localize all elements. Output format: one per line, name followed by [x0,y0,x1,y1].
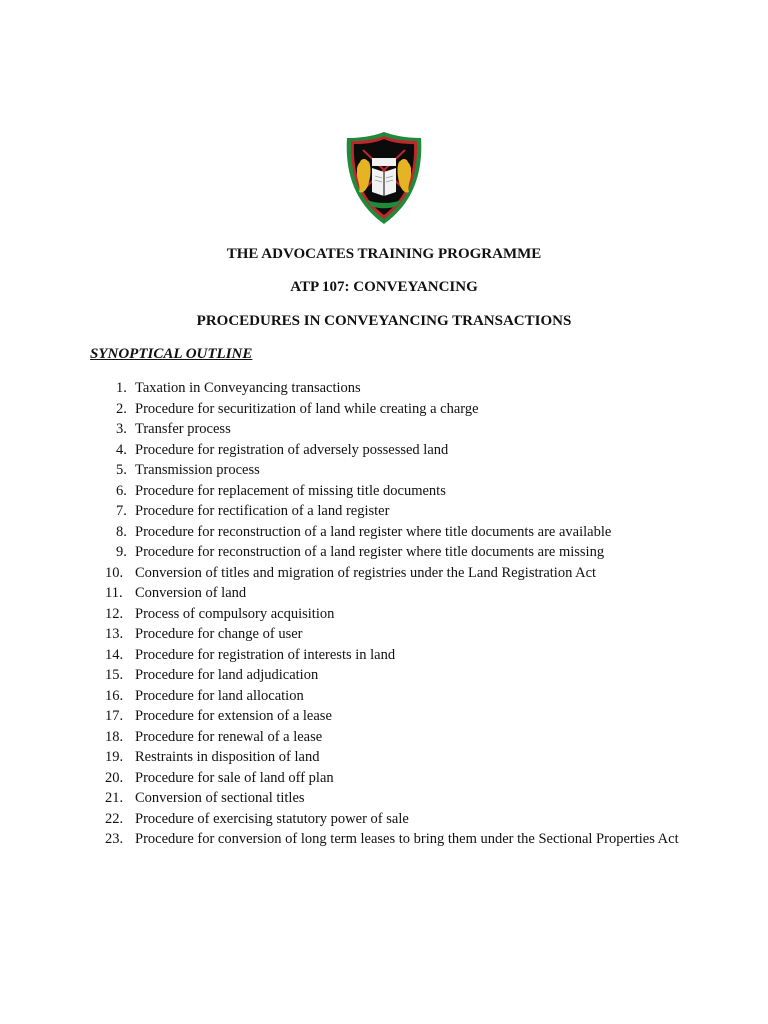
list-item-text: Procedure for rectification of a land register [135,503,390,519]
list-item [100,706,690,727]
list-item-number [100,604,135,625]
list-item-number [100,768,135,789]
programme-heading: THE ADVOCATES TRAINING PROGRAMME [226,246,542,262]
list-item-text: Procedure for land allocation [135,687,304,704]
list-item [100,378,690,399]
list-item-number-text: 1. [116,380,127,396]
list-item-number [100,583,135,604]
list-item-text: Procedure for sale of land off plan [135,769,334,786]
list-item [100,624,690,645]
list-item-number [100,829,135,850]
list-item [100,583,690,604]
list-item-text: Transfer process [135,421,231,437]
list-item-text: Procedure for replacement of missing title documents [135,482,446,499]
list-item-text: Procedure for extension of a lease [135,708,332,724]
list-item-number-text: 15. [105,667,124,683]
list-item-number [100,501,135,522]
list-item [100,665,690,686]
list-item [100,727,690,748]
list-item-number [100,460,135,481]
list-item-number-text: 9. [116,544,127,560]
list-item-text: Conversion of sectional titles [135,790,305,806]
list-item-number-text: 23. [105,831,124,847]
list-item-number-text: 2. [116,400,127,417]
list-item-number-text: 18. [105,728,124,745]
list-item-number-text: 20. [105,769,124,786]
synoptical-outline-title: SYNOPTICAL OUTLINE [90,346,253,362]
list-item-number-text: 13. [105,626,124,642]
list-item-text: Procedure for change of user [135,626,303,642]
list-item-number-text: 12. [105,605,124,622]
list-item-number [100,665,135,686]
list-item-number-text: 10. [105,564,124,581]
list-item-number [100,399,135,420]
list-item-text: Procedure for reconstruction of a land register where title documents are available [135,523,612,540]
list-item [100,563,690,584]
list-item-number-text: 7. [116,503,127,519]
topic-heading: PROCEDURES IN CONVEYANCING TRANSACTIONS [196,313,572,329]
list-item-text: Conversion of land [135,585,247,601]
list-item [100,481,690,502]
list-item-number [100,624,135,645]
list-item-text: Procedure of exercising statutory power of sale [135,810,409,827]
crest-logo [343,130,425,226]
list-item-number-text: 4. [116,441,127,458]
list-item [100,788,690,809]
list-item-number-text: 3. [116,421,127,437]
list-item-text: Procedure for registration of adversely possessed land [135,441,449,458]
list-item-number [100,378,135,399]
list-item-text: Procedure for registration of interests in land [135,646,396,663]
list-item-number [100,706,135,727]
outline-list [100,378,690,850]
list-item [100,809,690,830]
list-item [100,460,690,481]
list-item-number [100,563,135,584]
list-item [100,440,690,461]
list-item-number [100,419,135,440]
list-item [100,829,690,850]
list-item [100,747,690,768]
list-item-number [100,686,135,707]
list-item-text: Taxation in Conveyancing transactions [135,380,361,396]
list-item-number [100,727,135,748]
list-item-number [100,440,135,461]
list-item [100,501,690,522]
list-item-text: Process of compulsory acquisition [135,605,335,622]
list-item-number [100,522,135,543]
list-item-text: Restraints in disposition of land [135,749,320,765]
list-item-number [100,809,135,830]
list-item-text: Conversion of titles and migration of registries under the Land Registration Act [135,564,597,581]
list-item [100,768,690,789]
list-item-number-text: 19. [105,749,124,765]
list-item [100,604,690,625]
list-item-number-text: 21. [105,790,124,806]
list-item [100,522,690,543]
list-item-text: Procedure for land adjudication [135,667,319,683]
list-item-number [100,645,135,666]
list-item-number-text: 16. [105,687,124,704]
list-item-text: Procedure for reconstruction of a land register where title documents are missing [135,544,605,560]
list-item-number [100,788,135,809]
list-item-number-text: 6. [116,482,127,499]
list-item-text: Procedure for conversion of long term leases to bring them under the Sectional Properties Act [135,831,679,847]
list-item-number-text: 5. [116,462,127,478]
list-item-number-text: 17. [105,708,124,724]
list-item-text: Procedure for securitization of land while creating a charge [135,400,479,417]
list-item-number-text: 11. [105,585,123,601]
list-item-number [100,481,135,502]
list-item [100,542,690,563]
course-heading: ATP 107: CONVEYANCING [290,279,478,295]
list-item-text: Transmission process [135,462,260,478]
list-item-number-text: 22. [105,810,124,827]
list-item-number [100,542,135,563]
list-item [100,686,690,707]
list-item [100,645,690,666]
list-item-number-text: 8. [116,523,127,540]
list-item-number-text: 14. [105,646,124,663]
list-item-text: Procedure for renewal of a lease [135,728,323,745]
list-item-number [100,747,135,768]
list-item [100,399,690,420]
list-item [100,419,690,440]
